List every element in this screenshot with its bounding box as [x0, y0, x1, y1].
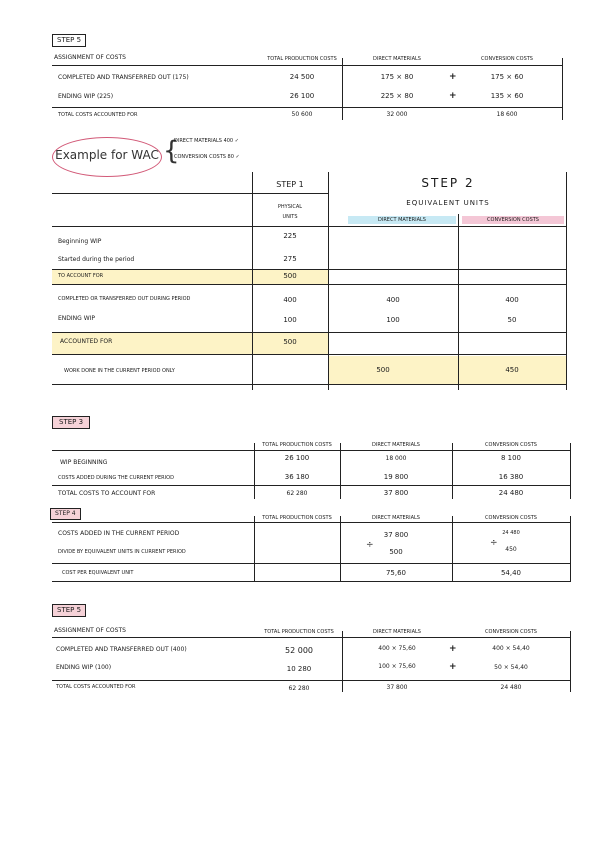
- ending-wip-dm: 100: [386, 316, 400, 324]
- physical-label: PHYSICAL: [277, 204, 303, 210]
- sec1-total-line: [52, 107, 562, 108]
- sec5-completed-cc: 400 × 54,40: [492, 645, 530, 652]
- step3-col-divider: [570, 443, 571, 499]
- plus-sign: +: [449, 91, 457, 101]
- sec5-title: ASSIGNMENT OF COSTS: [54, 627, 126, 634]
- sec1-total-dm: 32 000: [386, 111, 408, 118]
- sec5-header-line: [52, 637, 570, 638]
- step3-col-cc: CONVERSION COSTS: [485, 442, 537, 448]
- step4-bottom-line: [52, 581, 570, 582]
- sec5-col-divider: [342, 631, 343, 692]
- row-completed: COMPLETED OR TRANSFERRED OUT DURING PERIOD: [58, 296, 191, 302]
- step1-header-line: [52, 193, 328, 194]
- sec5-total-label: TOTAL COSTS ACCOUNTED FOR: [56, 684, 136, 690]
- plus-sign: +: [449, 662, 457, 672]
- step1-label: STEP 1: [276, 180, 304, 189]
- sec1-col-divider: [562, 58, 563, 120]
- row-line: [52, 269, 566, 270]
- step4-cost-line: [52, 563, 570, 564]
- completed-dm: 400: [386, 296, 400, 304]
- row-line: [52, 354, 566, 355]
- sec5-total-cc: 24 480: [500, 684, 522, 691]
- steps-col-divider: [328, 172, 329, 390]
- sec1-completed-total: 24 500: [289, 73, 315, 81]
- started-phys: 275: [283, 255, 297, 263]
- sec5-total-line: [52, 680, 570, 681]
- sec5-total-production: 62 280: [288, 685, 310, 692]
- sec1-col-cc: CONVERSION COSTS: [481, 56, 533, 62]
- row-work-done: WORK DONE IN THE CURRENT PERIOD ONLY: [64, 368, 175, 374]
- step3-header-line: [52, 450, 570, 451]
- row-line: [52, 332, 566, 333]
- sec1-total-cc: 18 600: [496, 111, 518, 118]
- step4-col-cc: CONVERSION COSTS: [485, 515, 537, 521]
- table-header-line: [52, 226, 566, 227]
- step4-row-costs-added: COSTS ADDED IN THE CURRENT PERIOD: [58, 530, 180, 537]
- step4-dm-cost: 75,60: [385, 569, 407, 577]
- sec1-ending-total: 26 100: [289, 92, 315, 100]
- sec5-completed-dm: 400 × 75,60: [378, 645, 416, 652]
- wac-note-dm: DIRECT MATERIALS 400 ✓: [174, 138, 239, 144]
- ending-wip-phys: 100: [283, 316, 297, 324]
- step4-cc-cost: 54,40: [500, 569, 522, 577]
- wac-brace: {: [163, 136, 180, 166]
- step4-label: STEP 4: [50, 508, 81, 520]
- accounted-for-phys: 500: [283, 338, 297, 346]
- row-started: Started during the period: [58, 256, 135, 263]
- sec5-col-cc: CONVERSION COSTS: [485, 629, 537, 635]
- sec1-ending-dm: 225 × 80: [380, 92, 414, 100]
- sec1-col-total: TOTAL PRODUCTION COSTS: [267, 56, 337, 62]
- ending-wip-cc: 50: [507, 316, 517, 324]
- steps-col-divider: [252, 172, 253, 390]
- sec1-row-ending: ENDING WIP (225): [58, 93, 114, 100]
- step2-label: STEP 2: [421, 176, 475, 190]
- step3-col-total: TOTAL PRODUCTION COSTS: [262, 442, 332, 448]
- step3-row-costs-added: COSTS ADDED DURING THE CURRENT PERIOD: [58, 475, 174, 481]
- steps-col-divider: [566, 172, 567, 390]
- row-to-account: TO ACCOUNT FOR: [58, 273, 104, 279]
- step4-cc-top: 24 480: [502, 530, 520, 536]
- sec5-ending-total: 10 280: [286, 665, 312, 673]
- work-done-dm: 500: [376, 366, 390, 374]
- step3-total-line: [52, 485, 570, 486]
- to-account-phys: 500: [283, 272, 297, 280]
- sec1-col-dm: DIRECT MATERIALS: [373, 56, 421, 62]
- sec1-total-label: TOTAL COSTS ACCOUNTED FOR: [58, 112, 138, 118]
- wac-note-cc: CONVERSION COSTS 80 ✓: [174, 154, 240, 160]
- wac-title: Example for WAC: [55, 148, 159, 162]
- row-accounted-for: ACCOUNTED FOR: [60, 338, 113, 345]
- sec5-col-dm: DIRECT MATERIALS: [373, 629, 421, 635]
- equiv-units-label: EQUIVALENT UNITS: [406, 199, 490, 207]
- completed-phys: 400: [283, 296, 297, 304]
- sec1-header-line: [52, 65, 562, 66]
- sec5-completed-total: 52 000: [285, 646, 313, 655]
- row-line: [52, 384, 566, 385]
- step3-wip-cc: 8 100: [500, 454, 522, 462]
- step4-header-line: [52, 522, 570, 523]
- beginning-wip-phys: 225: [283, 232, 297, 240]
- step4-dm-top: 37 800: [383, 531, 409, 539]
- step4-row-divide: DIVIDE BY EQUIVALENT UNITS IN CURRENT PERIOD: [58, 549, 186, 555]
- step3-col-dm: DIRECT MATERIALS: [372, 442, 420, 448]
- sec1-row-completed: COMPLETED AND TRANSFERRED OUT (175): [58, 74, 189, 81]
- step3-total-dm: 37 800: [383, 489, 409, 497]
- step3-wip-dm: 18 000: [385, 455, 407, 462]
- plus-sign: +: [449, 72, 457, 82]
- sec5-col-total: TOTAL PRODUCTION COSTS: [264, 629, 334, 635]
- sec1-col-divider: [342, 58, 343, 120]
- plus-sign: +: [449, 644, 457, 654]
- sec5-row-completed: COMPLETED AND TRANSFERRED OUT (400): [56, 646, 187, 653]
- step3-added-dm: 19 800: [383, 473, 409, 481]
- sec5-col-divider: [570, 631, 571, 692]
- step3-added-cc: 16 380: [498, 473, 524, 481]
- sec5-total-dm: 37 800: [386, 684, 408, 691]
- sec1-ending-cc: 135 × 60: [490, 92, 524, 100]
- step4-col-total: TOTAL PRODUCTION COSTS: [262, 515, 332, 521]
- step3-label: STEP 3: [52, 416, 90, 429]
- row-line: [52, 284, 566, 285]
- step4-dm-bottom: 500: [389, 548, 403, 556]
- step4-cost-label: COST PER EQUIVALENT UNIT: [62, 570, 134, 576]
- sec1-completed-dm: 175 × 80: [380, 73, 414, 81]
- step3-total-cc: 24 480: [498, 489, 524, 497]
- step5-bottom-label: STEP 5: [52, 604, 86, 617]
- sec5-ending-cc: 50 × 54,40: [494, 664, 528, 671]
- sec5-row-ending: ENDING WIP (100): [56, 664, 112, 671]
- step5-top-label: STEP 5: [52, 34, 86, 47]
- sec1-total-production: 50 600: [291, 111, 313, 118]
- divide-sign-cc: ÷: [490, 538, 498, 548]
- step3-total-label: TOTAL COSTS TO ACCOUNT FOR: [58, 490, 156, 497]
- completed-cc: 400: [505, 296, 519, 304]
- step3-total-production: 62 280: [286, 490, 308, 497]
- dm-header: DIRECT MATERIALS: [378, 217, 426, 223]
- work-done-cc: 450: [505, 366, 519, 374]
- step4-col-divider: [570, 516, 571, 582]
- step4-col-divider: [254, 516, 255, 582]
- step4-col-dm: DIRECT MATERIALS: [372, 515, 420, 521]
- cc-header: CONVERSION COSTS: [487, 217, 539, 223]
- row-ending-wip: ENDING WIP: [58, 315, 96, 322]
- sec1-completed-cc: 175 × 60: [490, 73, 524, 81]
- divide-sign-dm: ÷: [366, 540, 374, 550]
- units-label: UNITS: [282, 214, 298, 220]
- step3-added-total: 36 180: [284, 473, 310, 481]
- row-beginning-wip: Beginning WIP: [58, 238, 102, 245]
- step3-wip-total: 26 100: [284, 454, 310, 462]
- sec5-ending-dm: 100 × 75,60: [378, 663, 416, 670]
- step4-cc-bottom: 450: [505, 546, 517, 553]
- step3-row-wip-beginning: WIP BEGINNING: [60, 459, 108, 466]
- sec1-title: ASSIGNMENT OF COSTS: [54, 54, 126, 61]
